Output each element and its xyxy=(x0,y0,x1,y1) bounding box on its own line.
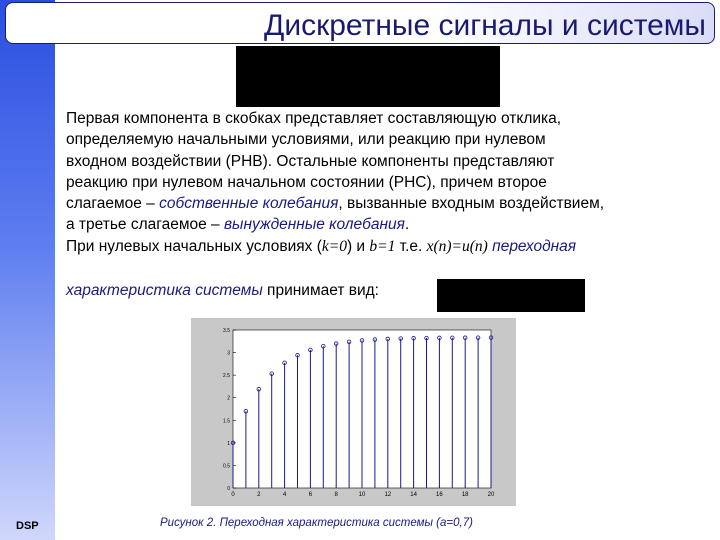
body-line-7 xyxy=(66,236,706,257)
y-tick-label: 1.5 xyxy=(223,418,230,425)
body-line-6 xyxy=(66,214,706,235)
body-line-8 xyxy=(66,282,379,300)
y-tick-label: 0 xyxy=(227,486,230,492)
y-tick-label: 3.5 xyxy=(223,328,230,334)
formula-image-top xyxy=(236,46,500,107)
x-tick-label: 8 xyxy=(334,492,338,498)
x-tick-label: 2 xyxy=(257,492,261,498)
body-line-7g: переходная xyxy=(487,237,577,255)
body-line-7c: ) и xyxy=(346,237,370,255)
y-tick-label: 2 xyxy=(227,395,230,402)
body-line-3: входном воздействии (РНВ). Остальные компоненты представляют xyxy=(66,152,555,170)
x-tick-label: 4 xyxy=(282,492,287,498)
title-bar xyxy=(5,2,715,44)
body-line-5a: слагаемое – xyxy=(66,195,160,213)
body-paragraph xyxy=(66,108,706,257)
body-line-7e: т.е. xyxy=(395,237,427,255)
step-response-chart xyxy=(191,318,516,506)
x-tick-label: 12 xyxy=(384,492,392,498)
x-tick-label: 10 xyxy=(358,492,366,498)
body-line-6c: . xyxy=(404,216,410,234)
body-line-7d: b=1 xyxy=(369,237,396,255)
x-tick-label: 18 xyxy=(461,492,469,498)
x-tick-label: 0 xyxy=(231,492,235,498)
x-tick-label: 16 xyxy=(436,492,443,498)
body-line-7f: x(n)=u(n) xyxy=(426,237,488,255)
body-line-2: определяемую начальными условиями, или реакцию при нулевом xyxy=(66,131,546,149)
body-line-8b: принимает вид: xyxy=(262,282,379,299)
body-line-7a: При нулевых начальных условиях ( xyxy=(66,237,322,255)
body-line-1: Первая компонента в скобках представляет составляющую отклика, xyxy=(66,110,562,127)
page-title: Дискретные сигналы и системы xyxy=(264,9,706,42)
body-line-6a: а третье слагаемое – xyxy=(66,216,224,234)
formula-image-inline xyxy=(437,279,585,312)
x-tick-label: 20 xyxy=(487,492,495,498)
y-tick-label: 1 xyxy=(227,440,230,447)
sidebar-label: DSP xyxy=(16,520,39,532)
x-tick-label: 14 xyxy=(410,492,417,498)
left-sidebar xyxy=(0,0,55,540)
body-line-5b: собственные колебания xyxy=(159,195,339,213)
body-line-8a: характеристика системы xyxy=(66,282,263,299)
y-tick-label: 3 xyxy=(227,350,230,357)
body-line-5c: , вызванные входным воздействием, xyxy=(338,195,605,213)
plot-frame xyxy=(191,318,516,506)
body-line-4: реакцию при нулевом начальном состоянии (РНС), причем второе xyxy=(66,173,547,191)
body-line-5 xyxy=(66,193,706,214)
figure-caption: Рисунок 2. Переходная характеристика системы (a=0,7) xyxy=(160,517,473,529)
body-line-6b: вынужденные колебания xyxy=(223,216,405,234)
x-tick-label: 6 xyxy=(308,492,313,498)
y-tick-label: 2.5 xyxy=(223,373,230,380)
body-line-7b: k=0 xyxy=(321,237,347,255)
y-tick-label: 0.5 xyxy=(223,463,230,470)
